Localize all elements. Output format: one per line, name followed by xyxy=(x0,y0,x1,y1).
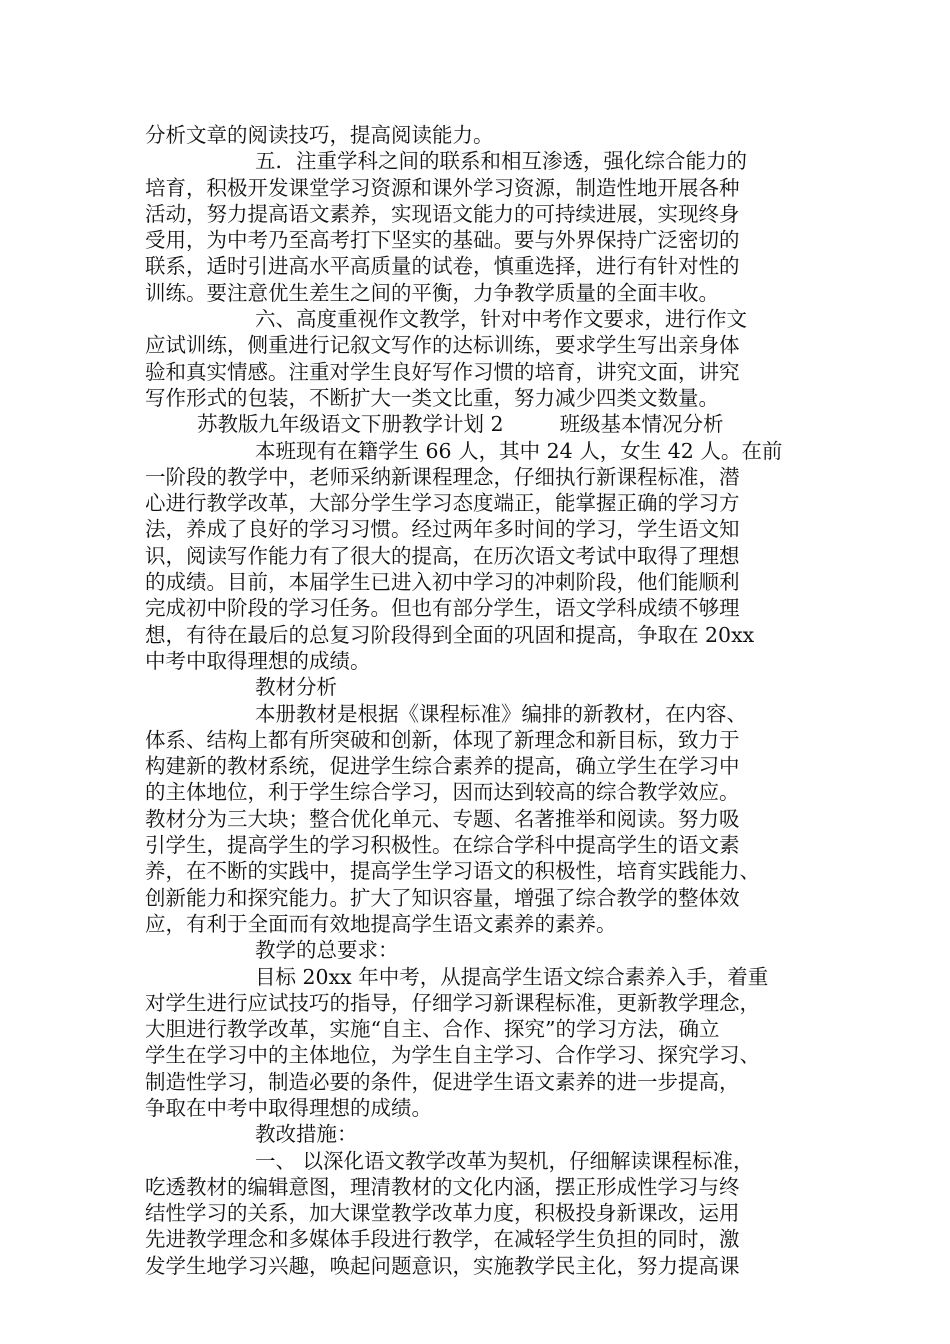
text-line: 引学生，提高学生的学习积极性。在综合学科中提高学生的语文素 xyxy=(145,833,740,858)
text-line: 养，在不断的实践中，提高学生学习语文的积极性，培育实践能力、 xyxy=(145,859,760,884)
section-heading: 教材分析 xyxy=(255,675,337,700)
text-line: 大胆进行教学改革，实施“自主、合作、探究”的学习方法，确立 xyxy=(145,1017,720,1042)
text-line: 中考中取得理想的成绩。 xyxy=(145,648,371,673)
text-line: 的主体地位，利于学生综合学习，因而达到较高的综合教学效应。 xyxy=(145,780,740,805)
text-line: 发学生地学习兴趣，唤起问题意识，实施教学民主化，努力提高课 xyxy=(145,1253,740,1278)
text-line: 一阶段的教学中，老师采纳新课程理念，仔细执行新课程标准，潜 xyxy=(145,464,740,489)
text-line: 联系，适时引进高水平高质量的试卷，慎重选择，进行有针对性的 xyxy=(145,254,740,279)
text-line: 本册教材是根据《课程标准》编排的新教材，在内容、 xyxy=(255,701,747,726)
text-line: 心进行教学改革，大部分学生学习态度端正，能掌握正确的学习方 xyxy=(145,491,740,516)
text-line: 争取在中考中取得理想的成绩。 xyxy=(145,1095,432,1120)
text-block-1 xyxy=(145,122,815,411)
text-line: 想，有待在最后的总复习阶段得到全面的巩固和提高，争取在 20xx xyxy=(145,622,755,647)
text-line: 六、高度重视作文教学，针对中考作文要求，进行作文 xyxy=(255,307,747,332)
text-line: 训练。要注意优生差生之间的平衡，力争教学质量的全面丰收。 xyxy=(145,280,719,305)
title-left: 苏教版九年级语文下册教学计划 2 xyxy=(197,412,504,437)
text-line: 写作形式的包装，不断扩大一类文比重，努力减少四类文数量。 xyxy=(145,385,719,410)
text-line: 体系、结构上都有所突破和创新，体现了新理念和新目标，致力于 xyxy=(145,727,740,752)
text-line: 受用，为中考乃至高考打下坚实的基础。要与外界保持广泛密切的 xyxy=(145,228,740,253)
text-line: 对学生进行应试技巧的指导，仔细学习新课程标准，更新教学理念， xyxy=(145,990,760,1015)
text-line: 一、 以深化语文教学改革为契机，仔细解读课程标准， xyxy=(255,1148,754,1173)
text-block-2 xyxy=(145,438,815,1280)
text-line: 培育，积极开发课堂学习资源和课外学习资源，制造性地开展各种 xyxy=(145,175,740,200)
text-line: 应试训练，侧重进行记叙文写作的达标训练，要求学生写出亲身体 xyxy=(145,333,740,358)
text-line: 活动，努力提高语文素养，实现语文能力的可持续进展，实现终身 xyxy=(145,201,740,226)
text-line: 结性学习的关系，加大课堂教学改革力度，积极投身新课改，运用 xyxy=(145,1201,740,1226)
text-line: 本班现有在籍学生 66 人，其中 24 人，女生 42 人。在前 xyxy=(255,438,783,463)
text-line: 教材分为三大块；整合优化单元、专题、名著推举和阅读。努力吸 xyxy=(145,806,740,831)
text-line: 的成绩。目前，本届学生已进入初中学习的冲刺阶段，他们能顺利 xyxy=(145,570,740,595)
text-line: 五．注重学科之间的联系和相互渗透，强化综合能力的 xyxy=(255,149,747,174)
section-title xyxy=(145,411,815,437)
text-line: 完成初中阶段的学习任务。但也有部分学生，语文学科成绩不够理 xyxy=(145,596,740,621)
text-line: 识，阅读写作能力有了很大的提高，在历次语文考试中取得了理想 xyxy=(145,543,740,568)
text-line: 创新能力和探究能力。扩大了知识容量，增强了综合教学的整体效 xyxy=(145,885,740,910)
text-line: 构建新的教材系统，促进学生综合素养的提高，确立学生在学习中 xyxy=(145,754,740,779)
text-line: 先进教学理念和多媒体手段进行教学，在减轻学生负担的同时，激 xyxy=(145,1227,740,1252)
section-heading: 教改措施： xyxy=(255,1122,358,1147)
section-heading: 教学的总要求： xyxy=(255,938,399,963)
text-line: 法，养成了良好的学习习惯。经过两年多时间的学习，学生语文知 xyxy=(145,517,740,542)
text-line: 验和真实情感。注重对学生良好写作习惯的培育，讲究文面，讲究 xyxy=(145,359,740,384)
text-line: 吃透教材的编辑意图，理清教材的文化内涵，摆正形成性学习与终 xyxy=(145,1174,740,1199)
text-line: 应，有利于全面而有效地提高学生语文素养的素养。 xyxy=(145,911,617,936)
text-line: 目标 20xx 年中考，从提高学生语文综合素养入手，着重 xyxy=(255,964,769,989)
document-page xyxy=(145,122,815,1279)
text-line: 学生在学习中的主体地位，为学生自主学习、合作学习、探究学习、 xyxy=(145,1043,760,1068)
title-right: 班级基本情况分析 xyxy=(559,412,724,437)
text-line: 制造性学习，制造必要的条件，促进学生语文素养的进一步提高， xyxy=(145,1069,740,1094)
text-line: 分析文章的阅读技巧，提高阅读能力。 xyxy=(145,123,494,147)
